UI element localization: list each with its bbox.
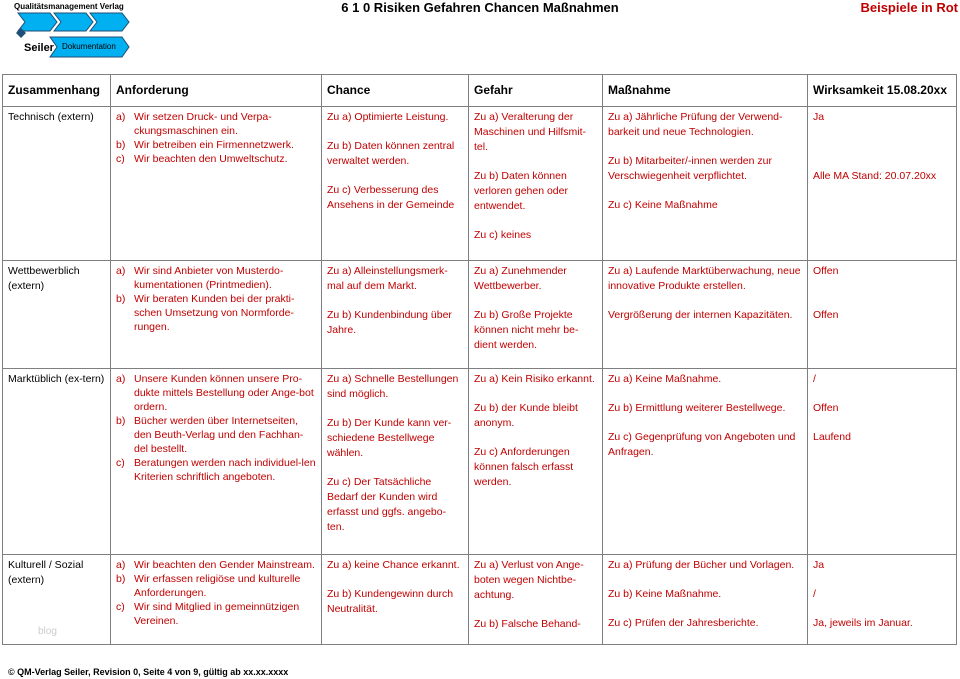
list-marker: c)	[116, 153, 125, 165]
chance-cell	[322, 369, 469, 555]
chance-cell	[322, 555, 469, 645]
measure-text: Zu b) Mitarbeiter/-innen werden zur Verschwiegenheit verpflichtet.	[608, 155, 772, 182]
chance-text: Zu a) keine Chance erkannt.	[327, 559, 460, 571]
chance-text: Zu b) Der Kunde kann ver-schiedene Bestellwege wählen.	[327, 417, 452, 459]
danger-text: Zu b) Daten können verloren gehen oder entwendet.	[474, 170, 568, 212]
chance-text: Zu b) Kundenbindung über Jahre.	[327, 309, 452, 336]
danger-text: Zu c) keines	[474, 229, 532, 241]
context-cell: Kulturell / Sozial (extern)	[3, 555, 111, 645]
list-item-text: Wir erfassen religiöse und kulturelle Anforderungen.	[134, 573, 301, 599]
page-footer: © QM-Verlag Seiler, Revision 0, Seite 4 von 9, gültig ab xx.xx.xxxx	[8, 667, 289, 677]
effectiveness-text: Ja	[813, 559, 825, 571]
measure-cell	[603, 555, 808, 645]
danger-cell	[469, 107, 603, 261]
danger-text: Zu b) Falsche Behand-	[474, 618, 581, 630]
requirement-list	[116, 264, 316, 334]
list-item	[116, 138, 316, 152]
effectiveness-cell	[808, 107, 957, 261]
list-item-text: Wir sind Anbieter von Musterdo-kumentationen (Printmedien).	[134, 265, 284, 291]
chance-text: Zu c) Verbesserung des Ansehens in der Gemeinde	[327, 184, 455, 211]
publisher-name: Qualitätsmanagement Verlag	[14, 2, 124, 11]
list-item-text: Wir sind Mitglied in gemeinnützigen Vereinen.	[134, 601, 300, 627]
chance-text: Zu a) Optimierte Leistung.	[327, 111, 449, 123]
list-item	[116, 372, 316, 414]
header-context: Zusammenhang	[3, 75, 111, 107]
danger-text: Zu a) Verlust von Ange-boten wegen Nichtbe-achtung.	[474, 559, 584, 601]
danger-cell	[469, 369, 603, 555]
chance-text: Zu a) Alleinstellungsmerk-mal auf dem Markt.	[327, 265, 448, 292]
measure-cell	[603, 369, 808, 555]
list-item	[116, 456, 316, 484]
risk-table	[2, 74, 957, 645]
danger-text: Zu a) Veralterung der Maschinen und Hilfsmit-tel.	[474, 111, 587, 153]
danger-text: Zu a) Zunehmender Wettbewerber.	[474, 265, 567, 292]
header-effectiveness: Wirksamkeit 15.08.20xx	[808, 75, 957, 107]
chance-cell	[322, 107, 469, 261]
list-marker: b)	[116, 293, 126, 305]
effectiveness-text: /	[813, 588, 816, 600]
list-marker: b)	[116, 415, 126, 427]
list-item-text: Bücher werden über Internetseiten, den Beuth-Verlag und den Fachhan-del bestellt.	[134, 415, 304, 455]
logo-chevron-2	[54, 13, 93, 31]
list-item	[116, 558, 316, 572]
requirement-list	[116, 558, 316, 628]
danger-text: Zu c) Anforderungen können falsch erfasst werden.	[474, 446, 574, 488]
measure-text: Zu a) Jährliche Prüfung der Verwend-barkeit und neue Technologien.	[608, 111, 783, 138]
effectiveness-text: Alle MA Stand: 20.07.20xx	[813, 170, 937, 182]
list-item-text: Wir beachten den Umweltschutz.	[134, 153, 288, 165]
chance-text: Zu a) Schnelle Bestellungen sind möglich.	[327, 373, 459, 400]
watermark-text: blog	[38, 626, 57, 637]
list-item-text: Wir setzen Druck- und Verpa-ckungsmaschinen ein.	[134, 111, 272, 137]
danger-cell	[469, 555, 603, 645]
measure-text: Zu c) Keine Maßnahme	[608, 199, 718, 211]
context-cell: Wettbewerblich (extern)	[3, 261, 111, 369]
list-marker: c)	[116, 601, 125, 613]
list-marker: a)	[116, 265, 126, 277]
chance-text: Zu b) Daten können zentral verwaltet werden.	[327, 140, 455, 167]
list-item	[116, 600, 316, 628]
list-item-text: Beratungen werden nach individuel-len Kriterien schriftlich angeboten.	[134, 457, 316, 483]
list-item-text: Unsere Kunden können unsere Pro-dukte mittels Bestellung oder Ange-bot ordern.	[134, 373, 314, 413]
list-item	[116, 572, 316, 600]
effectiveness-text: Laufend	[813, 431, 851, 443]
requirement-cell	[111, 369, 322, 555]
effectiveness-text: Offen	[813, 402, 839, 414]
danger-cell	[469, 261, 603, 369]
list-item-text: Wir beachten den Gender Mainstream.	[134, 559, 315, 571]
effectiveness-cell	[808, 369, 957, 555]
effectiveness-text: Offen	[813, 265, 839, 277]
requirement-list	[116, 110, 316, 166]
context-cell: Marktüblich (ex-tern)	[3, 369, 111, 555]
list-marker: a)	[116, 559, 126, 571]
chance-text: Zu b) Kundengewinn durch Neutralität.	[327, 588, 454, 615]
measure-text: Zu a) Laufende Marktüberwachung, neue innovative Produkte erstellen.	[608, 265, 801, 292]
list-item	[116, 152, 316, 166]
measure-text: Zu a) Keine Maßnahme.	[608, 373, 722, 385]
logo-box-label: Dokumentation	[62, 42, 116, 51]
chance-text: Zu c) Der Tatsächliche Bedarf der Kunden wird erfasst und ggfs. angebo-ten.	[327, 476, 447, 533]
effectiveness-text: /	[813, 373, 816, 385]
requirement-cell	[111, 261, 322, 369]
measure-text: Zu a) Prüfung der Bücher und Vorlagen.	[608, 559, 795, 571]
header-danger: Gefahr	[469, 75, 603, 107]
logo-chevron-3	[90, 13, 129, 31]
header-measure: Maßnahme	[603, 75, 808, 107]
table-row	[3, 107, 957, 261]
logo-chevron-1	[18, 13, 57, 31]
effectiveness-cell	[808, 261, 957, 369]
measure-cell	[603, 261, 808, 369]
measure-text: Vergrößerung der internen Kapazitäten.	[608, 309, 793, 321]
table-row	[3, 369, 957, 555]
danger-text: Zu b) der Kunde bleibt anonym.	[474, 402, 578, 429]
list-item-text: Wir betreiben ein Firmennetzwerk.	[134, 139, 294, 151]
page-title: 6 1 0 Risiken Gefahren Chancen Maßnahmen	[341, 0, 619, 15]
logo-brand: Seiler	[24, 42, 54, 54]
effectiveness-text: Ja	[813, 111, 825, 123]
context-cell: Technisch (extern)	[3, 107, 111, 261]
table-row	[3, 555, 957, 645]
list-item	[116, 414, 316, 456]
requirement-cell	[111, 555, 322, 645]
measure-text: Zu b) Ermittlung weiterer Bestellwege.	[608, 402, 786, 414]
list-marker: b)	[116, 573, 126, 585]
table-row	[3, 261, 957, 369]
effectiveness-cell	[808, 555, 957, 645]
examples-red-label: Beispiele in Rot	[860, 0, 958, 15]
measure-cell	[603, 107, 808, 261]
danger-text: Zu a) Kein Risiko erkannt.	[474, 373, 595, 385]
danger-text: Zu b) Große Projekte können nicht mehr be-dient werden.	[474, 309, 579, 351]
list-marker: a)	[116, 111, 126, 123]
table-header-row	[3, 75, 957, 107]
header-requirement: Anforderung	[111, 75, 322, 107]
list-item	[116, 264, 316, 292]
measure-text: Zu c) Gegenprüfung von Angeboten und Anfragen.	[608, 431, 796, 458]
measure-text: Zu c) Prüfen der Jahresberichte.	[608, 617, 759, 629]
measure-text: Zu b) Keine Maßnahme.	[608, 588, 722, 600]
effectiveness-text: Offen	[813, 309, 839, 321]
list-item-text: Wir beraten Kunden bei der prakti-schen Umsetzung von Normforde-rungen.	[134, 293, 295, 333]
header-chance: Chance	[322, 75, 469, 107]
requirement-list	[116, 372, 316, 484]
effectiveness-text: Ja, jeweils im Januar.	[813, 617, 913, 629]
list-marker: a)	[116, 373, 126, 385]
list-marker: c)	[116, 457, 125, 469]
list-item	[116, 292, 316, 334]
requirement-cell	[111, 107, 322, 261]
list-marker: b)	[116, 139, 126, 151]
chance-cell	[322, 261, 469, 369]
list-item	[116, 110, 316, 138]
